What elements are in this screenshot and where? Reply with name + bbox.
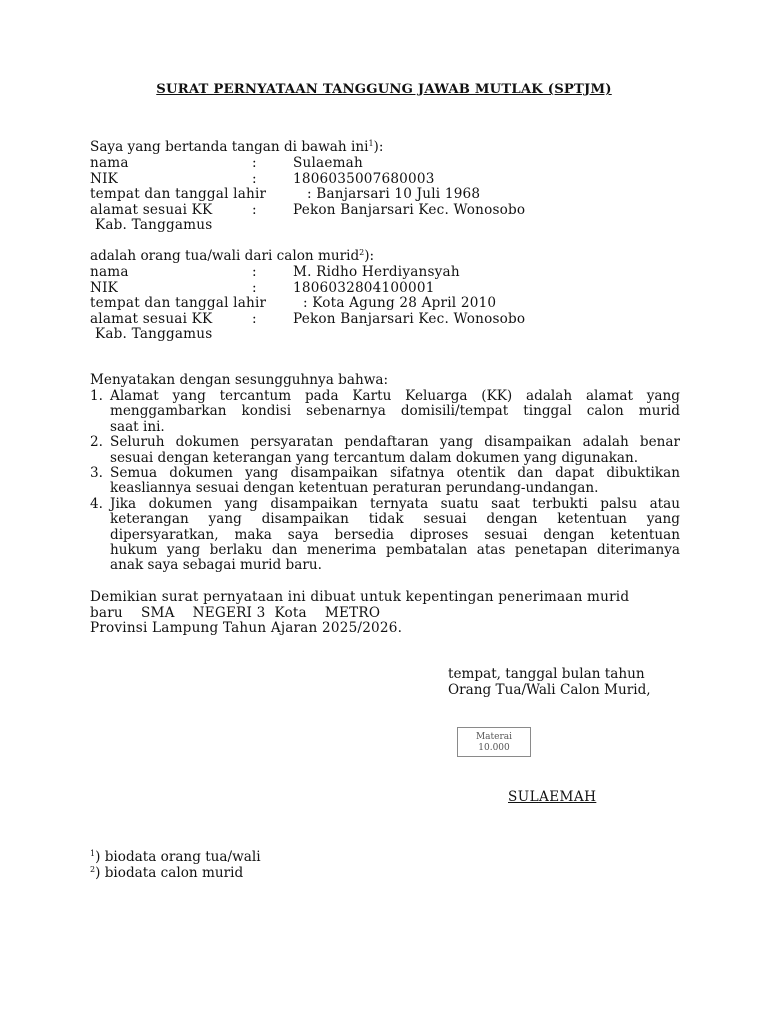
- signatory-name: SULAEMAH: [508, 789, 597, 805]
- closing-line-2: baru SMA NEGERI 3 Kota METRO: [90, 604, 381, 621]
- parent-alamat-value: Pekon Banjarsari Kec. Wonosobo: [293, 201, 526, 218]
- parent-nama-value: Sulaemah: [293, 155, 363, 171]
- child-alamat-cont: Kab. Tanggamus: [95, 326, 213, 342]
- field-label: tempat dan tanggal lahir: [90, 295, 267, 311]
- statement-intro: Menyatakan dengan sesungguhnya bahwa:: [90, 372, 389, 388]
- signature-place-date: tempat, tanggal bulan tahun: [448, 666, 645, 682]
- child-ttl-row: [90, 296, 690, 312]
- closing-line-1: Demikian surat pernyataan ini dibuat untuk kepentingan penerimaan murid: [90, 589, 630, 605]
- statement-item-4: 4. Jika dokumen yang disampaikan ternyata suatu saat terbukti palsu atau keterangan yang disampaikan tidak sesuai dengan ketentuan yang dipersyaratkan, maka saya bersedia diproses sesuai dengan ketentuan hukum yang berlaku dan menerima pembatalan atas penetapan diterimanya anak saya sebagai murid baru.: [90, 495, 680, 574]
- child-alamat-value: Pekon Banjarsari Kec. Wonosobo: [293, 310, 526, 327]
- field-label: nama: [90, 264, 129, 280]
- field-label: NIK: [90, 170, 119, 187]
- colon: :: [252, 201, 257, 218]
- child-nama-row: [90, 265, 690, 281]
- parent-nama-row: [90, 156, 690, 172]
- footnote-2: $^2$) biodata calon murid: [90, 865, 244, 881]
- field-label: tempat dan tanggal lahir: [90, 186, 267, 202]
- colon: :: [252, 170, 257, 187]
- statement-item-2: 2. Seluruh dokumen persyaratan pendaftaran yang disampaikan adalah benar sesuai dengan keterangan yang tercantum dalam dokumen yang digunakan.: [90, 434, 680, 466]
- materai-stamp-box: Materai 10.000: [457, 727, 531, 757]
- footnote-ref-1: 1: [368, 139, 374, 148]
- colon: :: [252, 279, 257, 296]
- statement-item-3: 3. Semua dokumen yang disampaikan sifatnya otentik dan dapat dibuktikan keasliannya sesuai dengan ketentuan peraturan perundang-undangan.: [90, 465, 680, 497]
- child-intro-line: adalah orang tua/wali dari calon murid$^2$):: [90, 248, 375, 264]
- child-nik-value: 1806032804100001: [293, 279, 435, 296]
- colon: :: [252, 310, 257, 327]
- field-label: nama: [90, 155, 129, 171]
- parent-ttl-value: : Banjarsari 10 Juli 1968: [307, 186, 481, 202]
- document-title: SURAT PERNYATAAN TANGGUNG JAWAB MUTLAK (SPTJM): [156, 82, 612, 97]
- closing-line-3: Provinsi Lampung Tahun Ajaran 2025/2026.: [90, 620, 403, 636]
- colon: :: [252, 264, 257, 280]
- intro-line: Saya yang bertanda tangan di bawah ini$^1$):: [90, 139, 384, 155]
- statement-item-1: 1. Alamat yang tercantum pada Kartu Keluarga (KK) adalah alamat yang menggambarkan kondisi sebenarnya domisili/tempat tinggal calon murid saat ini.: [90, 388, 680, 435]
- statement-list: [90, 389, 680, 574]
- child-ttl-value: : Kota Agung 28 April 2010: [303, 295, 497, 311]
- child-nama-value: M. Ridho Herdiyansyah: [293, 264, 460, 280]
- parent-ttl-row: [90, 187, 690, 203]
- signature-role: Orang Tua/Wali Calon Murid,: [448, 682, 651, 698]
- footnote-1: $^1$) biodata orang tua/wali: [90, 849, 261, 865]
- parent-nik-value: 1806035007680003: [293, 170, 435, 187]
- field-label: NIK: [90, 279, 119, 296]
- field-label: alamat sesuai KK: [90, 201, 213, 218]
- footnote-ref-2: 2: [359, 248, 365, 257]
- colon: :: [252, 155, 257, 171]
- parent-alamat-cont: Kab. Tanggamus: [95, 217, 213, 233]
- field-label: alamat sesuai KK: [90, 310, 213, 327]
